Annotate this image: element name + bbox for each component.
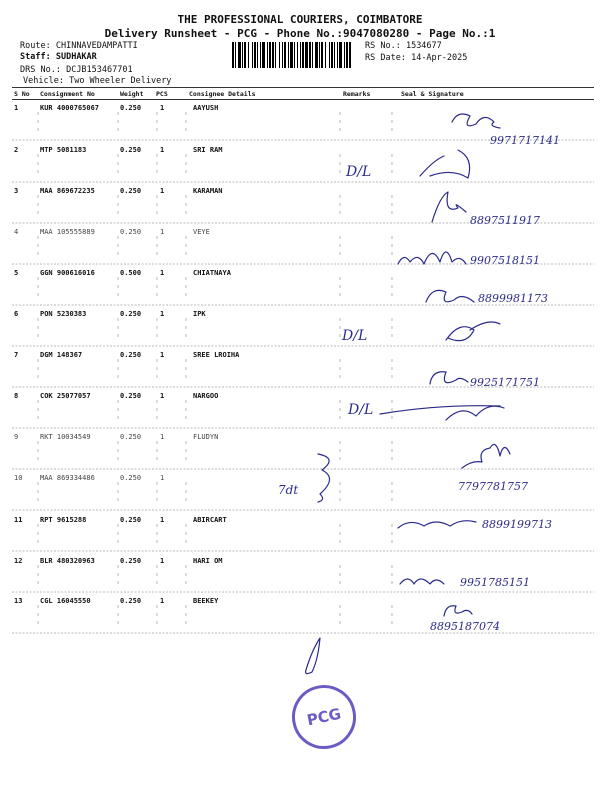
row-weight: 0.250: [120, 392, 142, 400]
row-consignment: RPT 9615288: [40, 516, 87, 524]
col-seal: Seal & Signature: [401, 90, 464, 98]
signature-row-10: [462, 444, 510, 468]
row-consignee: SREE LROIHA: [193, 351, 240, 359]
signature-row-7: [430, 372, 468, 384]
row-sno: 12: [14, 557, 23, 565]
row-weight: 0.250: [120, 310, 142, 318]
drs-value: DCJB153467701: [66, 65, 133, 75]
sig-note-row-10: 7797781757: [458, 480, 528, 493]
col-consignee: Consignee Details: [189, 90, 256, 98]
row-sno: 3: [14, 187, 19, 195]
sig-note-row-4: 9907518151: [470, 254, 540, 267]
remark-row-2: D/L: [346, 164, 372, 180]
row-pcs: 1: [160, 557, 165, 565]
row-pcs: 1: [160, 228, 165, 236]
col-consignment: Consignment No: [40, 90, 95, 98]
sig-note-row-7: 9925171751: [470, 376, 540, 389]
rs-no-value: 1534677: [405, 41, 442, 51]
signature-row-3: [432, 192, 466, 222]
row-consignment: GGN 900616016: [40, 269, 95, 277]
row-sno: 13: [14, 597, 23, 605]
signature-row-5: [426, 290, 474, 302]
signature-row-11: [398, 521, 476, 528]
row-sno: 8: [14, 392, 19, 400]
row-consignment: DGM 148367: [40, 351, 83, 359]
sig-note-row-12: 9951785151: [460, 576, 530, 589]
remark-row-6: D/L: [342, 328, 368, 344]
staff-value: SUDHAKAR: [55, 52, 97, 62]
row-consignment: MTP 5081183: [40, 146, 87, 154]
row-weight: 0.250: [120, 351, 142, 359]
row-consignee: CHIATNAYA: [193, 269, 231, 277]
row-consignee: ABIRCART: [193, 516, 227, 524]
row-sno: 11: [14, 516, 23, 524]
row-weight: 0.250: [120, 433, 142, 441]
row-consignee: SRI RAM: [193, 146, 223, 154]
col-sno: S No: [14, 90, 30, 98]
sig-note-row-5: 8899981173: [478, 292, 548, 305]
row-sno: 10: [14, 474, 23, 482]
drs-label: DRS No.:: [20, 65, 61, 75]
row-pcs: 1: [160, 351, 165, 359]
row-consignment: KUR 4000765067: [40, 104, 100, 112]
row-sno: 6: [14, 310, 19, 318]
signature-row-13: [444, 606, 472, 616]
row-weight: 0.250: [120, 146, 142, 154]
route-label: Route:: [20, 41, 51, 51]
row-weight: 0.500: [120, 269, 142, 277]
signature-row-8: [380, 406, 504, 420]
row-consignee: NARGOO: [193, 392, 219, 400]
signature-row-2: [420, 150, 470, 178]
row-pcs: 1: [160, 187, 165, 195]
row-consignee: AAYUSH: [193, 104, 219, 112]
row-consignee: VEYE: [193, 228, 210, 236]
remark-row-10: 7dt: [278, 483, 299, 497]
row-pcs: 1: [160, 516, 165, 524]
row-sno: 1: [14, 104, 19, 112]
row-consignment: BLR 480320963: [40, 557, 95, 565]
sig-note-row-3: 8897511917: [470, 214, 540, 227]
row-sno: 5: [14, 269, 19, 277]
vehicle-label: Vehicle:: [23, 76, 64, 86]
col-pcs: PCS: [156, 90, 168, 98]
row-weight: 0.250: [120, 187, 142, 195]
row-sno: 9: [14, 433, 19, 441]
remark-row-8: D/L: [348, 402, 374, 418]
row-weight: 0.250: [120, 557, 142, 565]
sig-note-row-1: 9971717141: [490, 134, 560, 147]
rs-no-label: RS No.:: [365, 41, 401, 51]
col-remarks: Remarks: [343, 90, 371, 98]
row-pcs: 1: [160, 597, 165, 605]
runsheet-subtitle: Delivery Runsheet - PCG - Phone No.:9047080280 - Page No.:1: [104, 27, 496, 40]
row-weight: 0.250: [120, 474, 142, 482]
signature-row-1: [452, 114, 500, 128]
row-pcs: 1: [160, 433, 165, 441]
row-consignee: IPK: [193, 310, 206, 318]
row-consignment: MAA 105555889: [40, 228, 95, 236]
row-consignment: PON 5230383: [40, 310, 87, 318]
staff-label: Staff:: [20, 52, 51, 62]
row-sno: 2: [14, 146, 19, 154]
remark-bracket-row-10: [318, 454, 330, 502]
row-sno: 7: [14, 351, 19, 359]
row-consignment: CGL 16045550: [40, 597, 91, 605]
row-pcs: 1: [160, 392, 165, 400]
route-value: CHINNAVEDAMPATTI: [55, 41, 138, 51]
signature-row-4: [398, 252, 466, 264]
row-consignment: MAA 869672235: [40, 187, 95, 195]
row-weight: 0.250: [120, 516, 142, 524]
row-weight: 0.250: [120, 228, 142, 236]
row-consignment: MAA 869334486: [40, 474, 95, 482]
row-consignee: BEEKEY: [193, 597, 219, 605]
stamp-signature: [306, 638, 320, 674]
sig-note-row-13: 8895187074: [430, 620, 500, 633]
company-title: THE PROFESSIONAL COURIERS, COIMBATORE: [177, 13, 423, 26]
row-weight: 0.250: [120, 597, 142, 605]
row-pcs: 1: [160, 104, 165, 112]
row-consignee: KARAMAN: [193, 187, 223, 195]
signature-row-6: [446, 322, 500, 341]
row-weight: 0.250: [120, 104, 142, 112]
rs-date-label: RS Date:: [365, 53, 406, 63]
rs-date-value: 14-Apr-2025: [411, 53, 468, 63]
row-consignment: COK 25077057: [40, 392, 91, 400]
row-consignee: HARI OM: [193, 557, 223, 565]
stamp-text: PCG: [305, 704, 343, 730]
vehicle-value: Two Wheeler Delivery: [69, 76, 172, 86]
row-consignee: FLUDYN: [193, 433, 219, 441]
row-pcs: 1: [160, 146, 165, 154]
signature-row-12: [400, 579, 444, 584]
row-pcs: 1: [160, 474, 165, 482]
row-pcs: 1: [160, 269, 165, 277]
row-consignment: RKT 10034549: [40, 433, 91, 441]
row-pcs: 1: [160, 310, 165, 318]
col-weight: Weight: [120, 90, 144, 98]
row-sno: 4: [14, 228, 19, 236]
sig-note-row-11: 8899199713: [482, 518, 552, 531]
